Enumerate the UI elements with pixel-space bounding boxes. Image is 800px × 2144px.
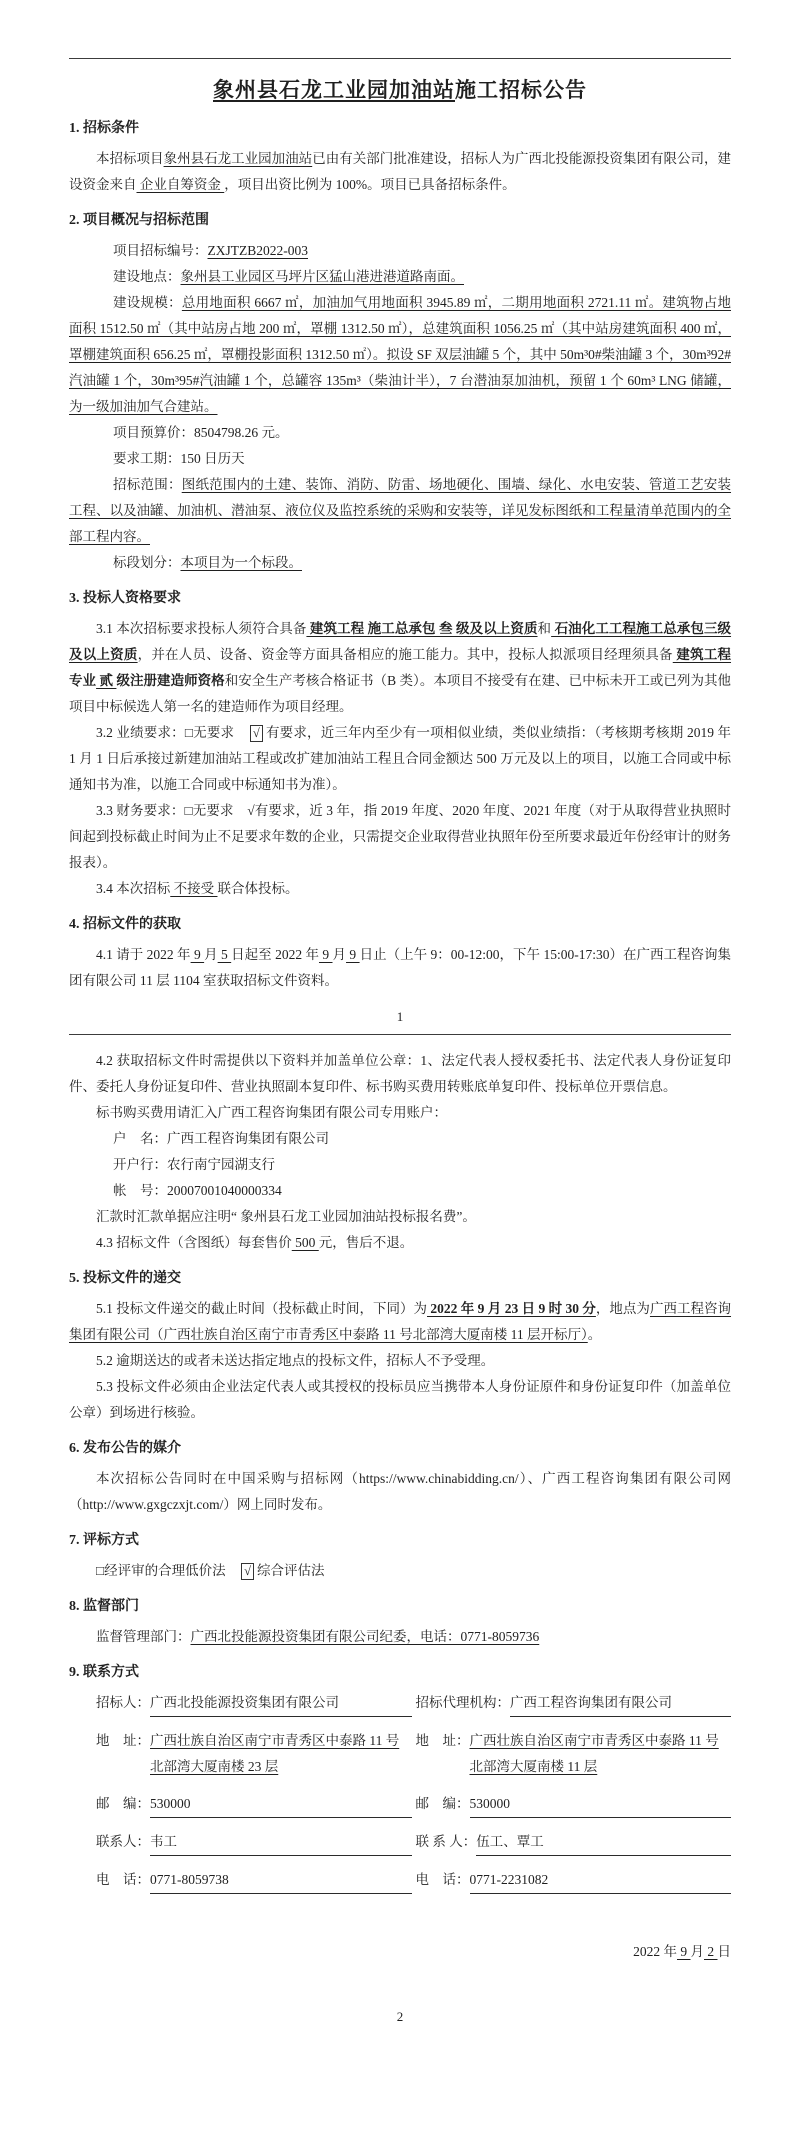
text-segment: 联合体投标。 bbox=[217, 881, 299, 896]
text-segment: 级注册建造师资格 bbox=[116, 673, 225, 688]
text-segment: 专业 bbox=[69, 673, 97, 688]
text-segment: 监督管理部门： bbox=[96, 1629, 191, 1644]
contact-person-label: 联 系 人： bbox=[415, 1834, 477, 1849]
text-segment: 本次招标公告同时在中国采购与招标网（https://www.chinabidding.cn/）、广西工程咨询集团有限公司网（http://www.gxgczxjt.com/）网上同时发布。 bbox=[69, 1471, 731, 1512]
text-segment: 企业自筹资金 bbox=[136, 177, 225, 192]
text-segment: 招标范围： bbox=[113, 477, 182, 492]
text-segment: ，地点为 bbox=[595, 1301, 650, 1316]
text-segment: 综合评估法 bbox=[257, 1563, 325, 1578]
document-title bbox=[69, 74, 731, 104]
text-segment: 施工招标公告 bbox=[455, 78, 587, 102]
text-segment: 3.2 业绩要求：□无要求 bbox=[96, 725, 248, 740]
text-segment: 总用地面积 6667 ㎡，加油加气用地面积 3945.89 ㎡，二期用地面积 2721.11 ㎡。建筑物占地面积 1512.50 ㎡（其中站房占地 200 ㎡，罩棚 1312.50 ㎡），总建筑面积 1056.25 ㎡（其中站房建筑面积 400 ㎡，罩棚建筑面积 656.25 ㎡，罩棚投影面积 1312.50 ㎡）。拟设 SF 双层油罐 5 个，其中 50m³0#柴油罐 3 个，30m³92#汽油罐 1 个，30m³95#汽油罐 1 个，总罐容 135m³（柴油计半），7 台潜油泵加油机，预留 1 个 60m³ LNG 储罐，为一级加油加气合建站。 bbox=[69, 295, 731, 414]
text-segment: 4.1 请于 2022 年 bbox=[96, 947, 191, 962]
zip-label: 邮 编： bbox=[415, 1796, 470, 1811]
tenderer-phone-value: 0771-8059738 bbox=[150, 1867, 412, 1894]
construction-scale-paragraph bbox=[69, 290, 731, 420]
text-segment: 图纸范围内的土建、装饰、消防、防雷、场地硬化、围墙、绿化、水电安装、管道工艺安装工程、以及油罐、加油机、潜油泵、液位仪及监控系统的采购和安装等，详见发标图纸和工程量清单范围内的全部工程内容。 bbox=[69, 477, 732, 544]
text-segment: 元，售后不退。 bbox=[318, 1235, 414, 1250]
text-segment: 日止（上午 9：00-12:00，下午 15:00-17:30）在广西工程咨询集团有限公司 11 层 1104 室获取招标文件资料。 bbox=[69, 947, 732, 988]
account-name-line: 户 名：广西工程咨询集团有限公司 bbox=[113, 1131, 329, 1146]
section-2-heading: 2. 项目概况与招标范围 bbox=[69, 213, 209, 228]
text-segment: 贰 bbox=[96, 673, 117, 688]
tenderer-phone-row bbox=[96, 1867, 412, 1894]
tender-number-line bbox=[69, 238, 731, 264]
text-segment: 500 bbox=[291, 1235, 319, 1250]
text-segment: 月 bbox=[204, 947, 218, 962]
agency-contact-row bbox=[416, 1829, 732, 1856]
clause-4-1-document-obtain bbox=[69, 942, 731, 994]
section-7-heading: 7. 评标方式 bbox=[69, 1533, 139, 1548]
address-text: 广西壮族自治区南宁市青秀区中泰路 11 号北部湾大厦南楼 23 层 bbox=[150, 1733, 400, 1774]
contact-table bbox=[96, 1690, 731, 1905]
agency-phone-row bbox=[416, 1867, 732, 1894]
clause-3-1-qualification bbox=[69, 616, 731, 720]
text-segment: 有要求，近三年内至少有一项相似业绩，类似业绩指：（考核期考核期 2019 年 1 月 1 日后承接过新建加油站工程或改扩建加油站工程且合同金额达 500 万元及以上的项目，以施工合同或中标通知书为准，以施工合同或中标通知书为准）。 bbox=[69, 725, 732, 792]
text-segment: 2 bbox=[704, 1944, 718, 1959]
text-segment: 日起至 2022 年 bbox=[231, 947, 319, 962]
section-5-heading: 5. 投标文件的递交 bbox=[69, 1271, 181, 1286]
checked-checkbox: √ bbox=[241, 1563, 254, 1580]
tenderer-address-row bbox=[96, 1728, 412, 1780]
text-segment: 9 bbox=[346, 947, 360, 962]
text-segment: 建设规模： bbox=[113, 295, 182, 310]
text-segment: 9 bbox=[677, 1944, 691, 1959]
announcement-date-line bbox=[69, 1939, 731, 1965]
tenderer-address-value bbox=[150, 1728, 412, 1780]
text-segment: 和安全生产考核合格证书（B 类）。本项目不接受有在建、已中标未开工或已列为其他项目中标候选人第一名的建造师作为项目经理。 bbox=[69, 673, 732, 714]
zip-label: 邮 编： bbox=[96, 1796, 150, 1811]
section-8-heading: 8. 监督部门 bbox=[69, 1599, 139, 1614]
supervision-department-line bbox=[69, 1624, 731, 1650]
project-budget-line bbox=[69, 420, 731, 446]
text-segment: 象州县石龙工业园加油站 bbox=[163, 151, 313, 166]
text-segment: 标段划分： bbox=[113, 555, 181, 570]
text-segment: 建筑工程 bbox=[672, 647, 732, 662]
text-segment: 不接受 bbox=[170, 881, 218, 896]
tenderer-name-value: 广西北投能源投资集团有限公司 bbox=[150, 1690, 412, 1717]
clause-3-2-performance bbox=[69, 720, 731, 798]
text-segment: 建筑工程 施工总承包 叁 级及以上资质 bbox=[306, 621, 538, 636]
page-separator-rule bbox=[69, 1034, 731, 1035]
tenderer-contact-row bbox=[96, 1829, 412, 1856]
tender-conditions-paragraph bbox=[69, 146, 731, 198]
agency-contact-value: 伍工、覃工 bbox=[476, 1829, 731, 1856]
text-segment: ，并在人员、设备、资金等方面具备相应的施工能力。其中，投标人拟派项目经理须具备 bbox=[137, 647, 673, 662]
section-1-heading: 1. 招标条件 bbox=[69, 121, 139, 136]
evaluation-method-line bbox=[69, 1558, 731, 1584]
text-segment: 5.2 逾期送达的或者未送达指定地点的投标文件，招标人不予受理。 bbox=[96, 1353, 495, 1368]
page-2-number: 2 bbox=[396, 2009, 404, 2024]
text-segment: 5.1 投标文件递交的截止时间（投标截止时间，下同）为 bbox=[96, 1301, 427, 1316]
text-segment: 。 bbox=[587, 1327, 602, 1342]
text-segment: 项目预算价：8504798.26 元。 bbox=[113, 425, 289, 440]
agency-column bbox=[416, 1690, 732, 1905]
page-1-number: 1 bbox=[396, 1009, 404, 1024]
clause-5-1-submission-deadline bbox=[69, 1296, 731, 1348]
tenderer-zip-row bbox=[96, 1791, 412, 1818]
clause-4-2-required-materials bbox=[69, 1048, 731, 1100]
agency-zip-value: 530000 bbox=[470, 1791, 732, 1818]
text-segment: 9 bbox=[190, 947, 205, 962]
text-segment: 本招标项目 bbox=[96, 151, 164, 166]
construction-period-line bbox=[69, 446, 731, 472]
bank-account-intro-line: 标书购买费用请汇入广西工程咨询集团有限公司专用账户： bbox=[96, 1105, 447, 1120]
section-9-heading: 9. 联系方式 bbox=[69, 1665, 139, 1680]
tenderer-zip-value: 530000 bbox=[150, 1791, 412, 1818]
text-segment: 3.3 财务要求：□无要求 √有要求，近 3 年，指 2019 年度、2020 年度、2021 年度（对于从取得营业执照时间起到投标截止时间为止不足要求年数的企业，只需提交企业取得营业执照年份至所要求最近年份经审计的财务报表）。 bbox=[69, 803, 731, 870]
clause-5-2-late-submission bbox=[69, 1348, 731, 1374]
agency-name-value: 广西工程咨询集团有限公司 bbox=[510, 1690, 731, 1717]
phone-label: 电 话： bbox=[96, 1872, 150, 1887]
agency-label: 招标代理机构： bbox=[415, 1695, 510, 1710]
text-segment: 5.3 投标文件必须由企业法定代表人或其授权的投标员应当携带本人身份证原件和身份证复印件（加盖单位公章）到场进行核验。 bbox=[69, 1379, 731, 1420]
tenderer-name-row bbox=[96, 1690, 412, 1717]
text-segment: ，项目出资比例为 100%。项目已具备招标条件。 bbox=[224, 177, 516, 192]
section-3-heading: 3. 投标人资格要求 bbox=[69, 591, 181, 606]
page-top-rule bbox=[69, 58, 731, 59]
text-segment: 石油化工工程施工总承包三级及以上资质 bbox=[69, 621, 732, 662]
tender-scope-paragraph bbox=[69, 472, 731, 550]
phone-label: 电 话： bbox=[415, 1872, 470, 1887]
text-segment: 象州县石龙工业园加油站 bbox=[213, 78, 455, 102]
clause-5-3-identity-check bbox=[69, 1374, 731, 1426]
text-segment: 日 bbox=[717, 1944, 731, 1959]
text-segment: 广西工程咨询集团有限公司（广西壮族自治区南宁市青秀区中泰路 11 号北部湾大厦南楼 11 层开标厅） bbox=[69, 1301, 732, 1342]
clause-3-3-financial bbox=[69, 798, 731, 876]
clause-4-3-document-price bbox=[69, 1230, 731, 1256]
agency-address-value bbox=[470, 1728, 732, 1780]
text-segment: 已由有关部门批准建设，招标人为广西北投能源投资集团有限公司，建设资金来自 bbox=[69, 151, 732, 192]
checked-checkbox: √ bbox=[250, 725, 263, 742]
agency-address-row bbox=[416, 1728, 732, 1780]
text-segment: 要求工期：150 日历天 bbox=[113, 451, 245, 466]
text-segment: 3.4 本次招标 bbox=[96, 881, 171, 896]
tenderer-label: 招标人： bbox=[96, 1695, 150, 1710]
clause-3-4-consortium bbox=[69, 876, 731, 902]
address-label: 地 址： bbox=[96, 1733, 150, 1748]
bank-branch-line: 开户行：农行南宁园湖支行 bbox=[113, 1157, 275, 1172]
text-segment: ZXJTZB2022-003 bbox=[207, 243, 308, 258]
construction-location-line bbox=[69, 264, 731, 290]
address-text: 广西壮族自治区南宁市青秀区中泰路 11 号北部湾大厦南楼 11 层 bbox=[469, 1733, 719, 1774]
section-4-heading: 4. 招标文件的获取 bbox=[69, 917, 181, 932]
lot-division-line bbox=[69, 550, 731, 576]
agency-name-row bbox=[416, 1690, 732, 1717]
contact-person-label: 联系人： bbox=[96, 1834, 150, 1849]
text-segment: 象州县工业园区马坪片区猛山港进港道路南面。 bbox=[180, 269, 464, 284]
text-segment: 月 bbox=[332, 947, 347, 962]
text-segment: 2022 年 bbox=[633, 1944, 677, 1959]
text-segment: 9 bbox=[318, 947, 333, 962]
text-segment: 月 bbox=[690, 1944, 704, 1959]
text-segment: 3.1 本次招标要求投标人须符合具备 bbox=[96, 621, 307, 636]
account-number-line: 帐 号：20007001040000334 bbox=[113, 1183, 282, 1198]
tenderer-column bbox=[96, 1690, 412, 1905]
text-segment: 2022 年 9 月 23 日 9 时 30 分 bbox=[427, 1301, 596, 1316]
address-label: 地 址： bbox=[415, 1733, 470, 1748]
text-segment: 4.3 招标文件（含图纸）每套售价 bbox=[96, 1235, 292, 1250]
tenderer-contact-value: 韦工 bbox=[150, 1829, 412, 1856]
text-segment: 5 bbox=[217, 947, 232, 962]
remittance-note-line: 汇款时汇款单据应注明“ 象州县石龙工业园加油站投标报名费”。 bbox=[96, 1209, 476, 1224]
text-segment: 建设地点： bbox=[113, 269, 181, 284]
text-segment: 项目招标编号： bbox=[113, 243, 208, 258]
section-6-heading: 6. 发布公告的媒介 bbox=[69, 1441, 181, 1456]
agency-phone-value: 0771-2231082 bbox=[470, 1867, 732, 1894]
text-segment: □经评审的合理低价法 bbox=[96, 1563, 240, 1578]
text-segment: 本项目为一个标段。 bbox=[180, 555, 302, 570]
text-segment: 和 bbox=[537, 621, 552, 636]
text-segment: 4.2 获取招标文件时需提供以下资料并加盖单位公章：1、法定代表人授权委托书、法定代表人身份证复印件、委托人身份证复印件、营业执照副本复印件、标书购买费用转账底单复印件、投标单位开票信息。 bbox=[69, 1053, 731, 1094]
announcement-media-paragraph bbox=[69, 1466, 731, 1518]
agency-zip-row bbox=[416, 1791, 732, 1818]
text-segment: 广西北投能源投资集团有限公司纪委，电话：0771-8059736 bbox=[190, 1629, 540, 1644]
